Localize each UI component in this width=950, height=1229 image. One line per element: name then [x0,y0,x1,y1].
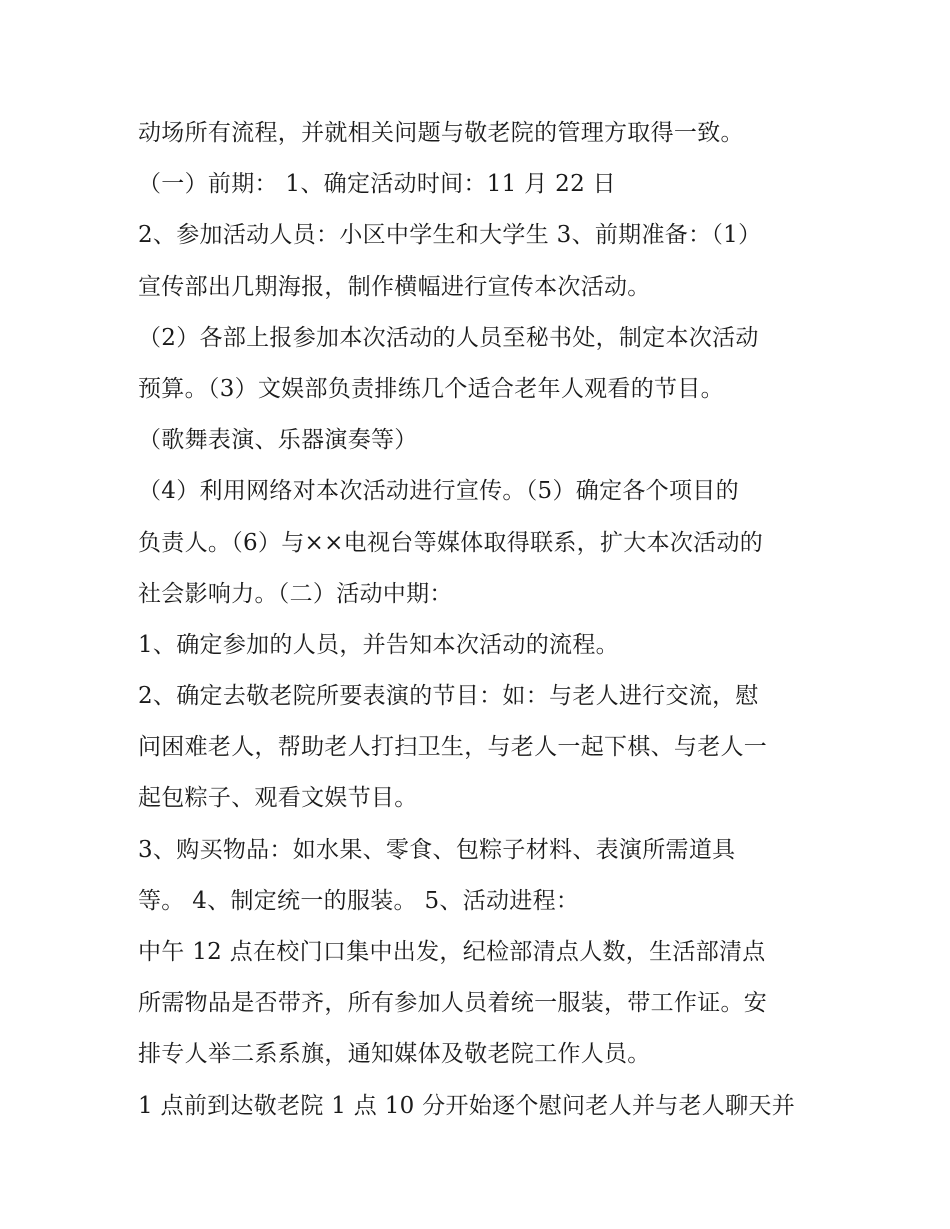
text-line: 起包粽子、观看文娱节目。 [138,785,418,812]
text-line: 社会影响力。（二）活动中期： [138,580,453,607]
text-line: 动场所有流程，并就相关问题与敬老院的管理方取得一致。 [138,120,744,146]
text-line: （2）各部上报参加本次活动的人员至秘书处，制定本次活动 [138,324,759,351]
text-line: 1、确定参加的人员，并告知本次活动的流程。 [138,631,619,658]
text-line: （4）利用网络对本次活动进行宣传。（5）确定各个项目的 [138,478,739,505]
text-line: 问困难老人，帮助老人打扫卫生，与老人一起下棋、与老人一 [138,734,768,761]
text-line: 3、购买物品：如水果、零食、包粽子材料、表演所需道具 [138,836,736,863]
text-line: 预算。（3）文娱部负责排练几个适合老年人观看的节目。 [138,375,724,402]
text-line: 宣传部出几期海报，制作横幅进行宣传本次活动。 [138,273,651,300]
text-line: 排专人举二系系旗，通知媒体及敬老院工作人员。 [138,1041,651,1068]
text-line: 等。 4、制定统一的服装。 5、活动进程： [138,887,580,914]
text-line: （歌舞表演、乐器演奏等） [138,427,418,454]
text-line: 1 点前到达敬老院 1 点 10 分开始逐个慰问老人并与老人聊天并 [138,1092,795,1119]
text-line: 所需物品是否带齐，所有参加人员着统一服装，带工作证。安 [138,990,768,1017]
text-line: 2、确定去敬老院所要表演的节目：如：与老人进行交流，慰 [138,683,759,710]
text-line: 负责人。（6）与××电视台等媒体取得联系，扩大本次活动的 [138,529,764,556]
text-line: 2、参加活动人员：小区中学生和大学生 3、前期准备：（1） [138,222,762,249]
text-line: （一）前期： 1、确定活动时间：11 月 22 日 [138,171,616,198]
document-body [138,108,828,1132]
text-line: 中午 12 点在校门口集中出发，纪检部清点人数，生活部清点 [138,939,766,965]
